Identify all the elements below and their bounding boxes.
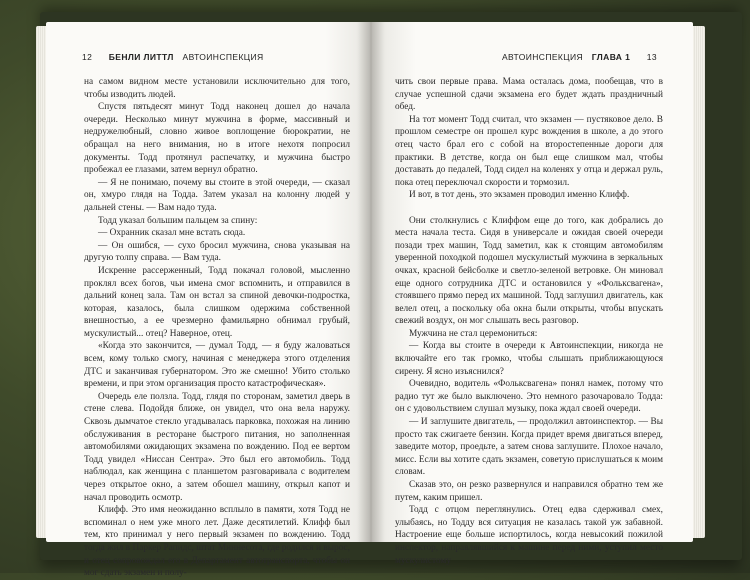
paragraph: чить свои первые права. Мама осталась дома, пообещав, что в случае успешной сдачи экзамена его будет ждать праздничный обед.: [395, 77, 663, 113]
paragraph: — Я не понимаю, почему вы стоите в этой очереди, — сказал он, хмуро глядя на Тодда. Затем указал на колонну людей у дальней стены. — Вам надо туда.: [84, 177, 350, 213]
left-book-title: АВТОИНСПЕКЦИЯ: [182, 52, 264, 62]
paragraph: Очередь еле ползла. Тодд, глядя по сторонам, заметил дверь в стене слева. Подойдя ближе, он увидел, что она вела наружу. Сквозь дымчатое стекло угадывалась парковка, похожая на линию обслуживания в ресторане быстрого питания, но заполненная автомобилями ожидающих экзамена по вождению. Под ее вертом Тодд увидел «Ниссан Сентра». Это был его автомобиль. Тодд наблюдал, как женщина с планшетом разговаривала с водителем через открытое окно, а затем обошел машину, открыл капот и начал проводить осмотр.: [84, 391, 350, 503]
left-page-edges: [36, 26, 46, 538]
paragraph: Очевидно, водитель «Фольксвагена» понял намек, потому что радио тут же было выключено. Это немного разочаровало Тодда: он с удовольствием слушал музыку, пока ждал своей очереди.: [395, 379, 663, 415]
paragraph: — Он ошибся, — сухо бросил мужчина, снова указывая на другую толпу справа. — Вам туда.: [84, 240, 350, 264]
right-page-text: [395, 76, 663, 567]
paragraph: Клифф. Это имя неожиданно всплыло в памяти, хотя Тодд не вспоминал о нем уже много лет. Даже десятилетий. Клифф был тем, кто принимал у него первый экзамен по вождению. Тодд тогда жил в Паркер Рапидс, штат Миннесота, где родился и вырос, и отец сопровождал его в Департамент автотранспорта, чтобы он мог сдать экзамен и полу-: [84, 505, 350, 579]
paragraph: И вот, в тот день, это экзамен проводил именно Клифф.: [409, 190, 630, 201]
left-page-number: 12: [82, 52, 93, 62]
paragraph: — Охранник сказал мне встать сюда.: [98, 228, 246, 239]
paragraph: На тот момент Тодд считал, что экзамен — пустяковое дело. В прошлом семестре он прошел курс вождения в школе, а до этого отец часто брал его с собой на второстепенные дороги для практики. В детстве, когда он был еще слишком мал, чтобы доставать до педалей, Тодд сидел на коленях у отца и держал руль, пока отец переключал скорости и тормозил.: [395, 114, 663, 188]
paragraph: Тодд указал большим пальцем за спину:: [98, 215, 258, 226]
right-page-number: 13: [646, 52, 657, 62]
chapter-label: ГЛАВА 1: [591, 52, 631, 62]
paragraph: Сказав это, он резко развернулся и направился обратно тем же путем, каким пришел.: [395, 480, 663, 503]
paragraph: на самом видном месте установили исключительно для того, чтобы изводить людей.: [84, 77, 350, 100]
paragraph: Мужчина не стал церемониться:: [409, 328, 538, 339]
paragraph: Они столкнулись с Клиффом еще до того, как добрались до места начала теста. Сидя в универсале и ожидая своей очереди позади трех машин, Тодд заметил, как к стоящим автомобилям уверенной походкой подошел мускулистый мужчина в зеркальных очках, красной бейсболке и светло-зеленой ветровке. Он миновал еще одного сотрудника ДТС и остановился у «Фольксвагена», стоявшего прямо перед их машиной. Тодд заглушил двигатель, как велел отец, а поскольку оба окна были открыты, чтобы впускать свежий воздух, он мог слышать весь разговор.: [395, 215, 663, 327]
right-running-header: [391, 52, 657, 62]
paragraph: «Когда это закончится, — думал Тодд, — я буду жаловаться всем, кому только смогу, начиная с менеджера этого отделения ДТС и заканчивая губернатором. Это же смешно! Убито столько времени, и при этом организация просто катастрофическая».: [84, 341, 350, 390]
left-running-header: [82, 52, 351, 62]
left-page-text: [84, 76, 350, 580]
paragraph: — И заглушите двигатель, — продолжил автоинспектор. — Вы просто так сжигаете бензин. Когда придет время двигаться вперед, заведите мотор, проедьте, а затем снова заглушите. Плохое начало, мисс. Если вы хотите сдать экзамен, советую прислушаться к моим словам.: [395, 417, 663, 478]
paragraph: Спустя пятьдесят минут Тодд наконец дошел до начала очереди. Несколько минут мужчина в форме, массивный и недружелюбный, словно живое воплощение бюрократии, не обращал на него внимания, но в итоге нехотя попросил документы. Тодд протянул распечатку, и мужчина быстро пробежал ее глазами, затем вернул обратно.: [84, 102, 350, 176]
right-page-edges: [693, 26, 705, 538]
paragraph: Тодд с отцом переглянулись. Отец едва сдерживал смех, улыбаясь, но Тодду вся ситуация не казалась такой уж забавной. Настроение еще больше испортилось, когда невысокий пожилой инспектор, направлявшийся к машине перед ними, уступил место мускулистому: [395, 505, 663, 566]
left-page: [46, 22, 371, 579]
paragraph: Искренне рассерженный, Тодд покачал головой, мысленно проклял всех богов, чьи имена смог вспомнить, и отправился в дальний конец зала. Там он встал за спиной девочки-подростка, которая, казалось, была слишком одержима собственной внешностью, а ее чрезмерно фамильярно обнимал грубый, мускулистый... отец? Наверное, отец.: [84, 265, 350, 339]
author-name: БЕНЛИ ЛИТТЛ: [108, 52, 174, 62]
right-page: [371, 22, 693, 566]
right-book-title: АВТОИНСПЕКЦИЯ: [501, 52, 584, 62]
paragraph: — Когда вы стоите в очереди к Автоинспекции, никогда не включайте его так громко, чтобы слышать приближающуюся сирену. Я ясно изъяснился?: [395, 341, 663, 377]
